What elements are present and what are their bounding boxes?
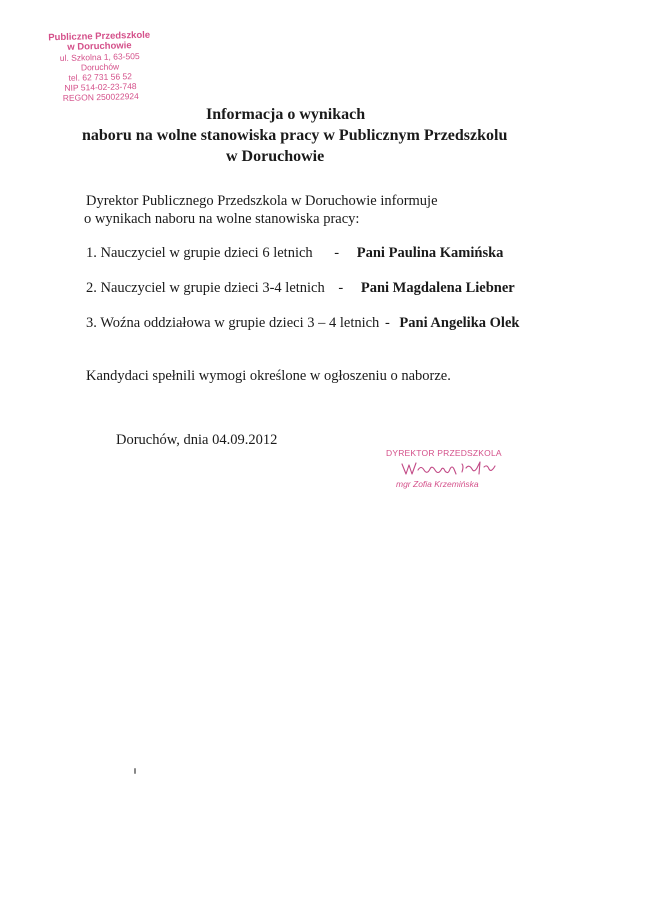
stamp-line-address: ul. Szkolna 1, 63-505 Doruchów xyxy=(59,50,140,73)
result-position: 1. Nauczyciel w grupie dzieci 6 letnich xyxy=(86,245,313,261)
stamp-line-school-name: Publiczne Przedszkole xyxy=(48,29,151,44)
result-item xyxy=(86,245,503,262)
title-line-1: Informacja o wynikach xyxy=(206,106,366,123)
director-stamp-name: mgr Zofia Krzemińska xyxy=(396,479,479,489)
stamp-line-nip: NIP 514-02-23-748 xyxy=(64,81,137,93)
scan-speck xyxy=(134,768,136,774)
closing-statement: Kandydaci spełnili wymogi określone w ogłoszeniu o naborze. xyxy=(86,368,451,384)
signature-image xyxy=(400,458,500,478)
result-position: 2. Nauczyciel w grupie dzieci 3-4 letnich xyxy=(86,280,325,296)
result-item xyxy=(86,280,515,297)
place-and-date: Doruchów, dnia 04.09.2012 xyxy=(116,432,278,448)
result-name: Pani Paulina Kamińska xyxy=(356,245,504,261)
result-name: Pani Magdalena Liebner xyxy=(360,280,515,296)
result-dash: - xyxy=(384,315,390,331)
intro-line-1: Dyrektor Publicznego Przedszkola w Doruchowie informuje xyxy=(86,193,438,209)
school-stamp xyxy=(39,30,161,103)
result-dash: - xyxy=(334,245,340,261)
title-line-3: w Doruchowie xyxy=(226,148,325,165)
director-stamp-title: DYREKTOR PRZEDSZKOLA xyxy=(386,448,502,458)
result-item xyxy=(86,315,519,332)
result-dash: - xyxy=(338,280,344,296)
stamp-line-town: w Doruchowie xyxy=(67,40,132,53)
stamp-line-phone: tel. 62 731 56 52 xyxy=(68,71,133,83)
result-name: Pani Angelika Olek xyxy=(399,315,520,331)
intro-line-2: o wynikach naboru na wolne stanowiska pracy: xyxy=(84,211,360,227)
title-line-2: naboru na wolne stanowiska pracy w Publicznym Przedszkolu xyxy=(82,127,508,144)
result-position: 3. Woźna oddziałowa w grupie dzieci 3 – 4 letnich xyxy=(86,315,380,331)
director-stamp xyxy=(386,448,516,489)
stamp-line-regon: REGON 250022924 xyxy=(62,90,139,103)
